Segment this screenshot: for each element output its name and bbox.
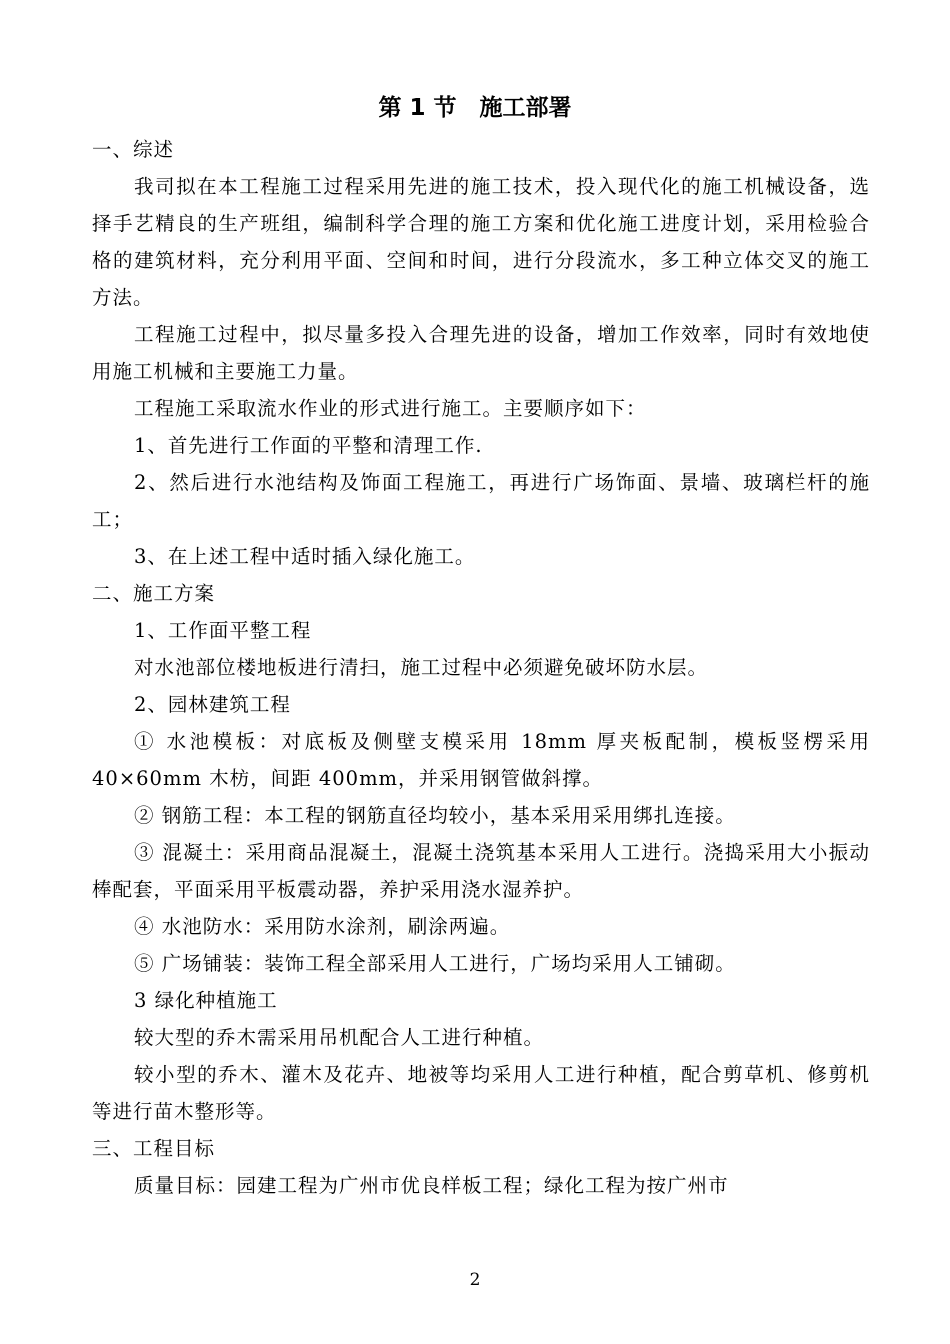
heading-project-goals: 三、工程目标 [92, 1137, 216, 1160]
item-rebar-work: ② 钢筋工程：本工程的钢筋直径均较小，基本采用采用绑扎连接。 [134, 804, 736, 827]
paragraph-large-trees: 较大型的乔木需采用吊机配合人工进行种植。 [134, 1026, 545, 1049]
subheading-landscape-building: 2、园林建筑工程 [134, 693, 291, 716]
paragraph-sequence-intro: 工程施工采取流水作业的形式进行施工。主要顺序如下： [134, 397, 647, 420]
heading-overview: 一、综述 [92, 138, 175, 161]
sequence-item-1: 1、首先进行工作面的平整和清理工作. [134, 434, 483, 457]
subheading-site-leveling: 1、工作面平整工程 [134, 619, 312, 642]
paragraph-site-leveling: 对水池部位楼地板进行清扫，施工过程中必须避免破坏防水层。 [134, 656, 709, 679]
paragraph-overview-2: 工程施工过程中，拟尽量多投入合理先进的设备，增加工作效率，同时有效地使用施工机械和主要施工力量。 [92, 323, 870, 383]
page-number: 2 [469, 1270, 481, 1290]
paragraph-overview-1: 我司拟在本工程施工过程采用先进的施工技术，投入现代化的施工机械设备，选择手艺精良的生产班组，编制科学合理的施工方案和优化施工进度计划，采用检验合格的建筑材料，充分利用平面、空间和时间，进行分段流水，多工种立体交叉的施工方法。 [92, 175, 870, 309]
sequence-item-3: 3、在上述工程中适时插入绿化施工。 [134, 545, 476, 568]
heading-construction-plan: 二、施工方案 [92, 582, 216, 605]
section-title: 第 1 节 施工部署 [378, 95, 572, 121]
item-pool-formwork: ① 水池模板：对底板及侧壁支模采用 18mm 厚夹板配制，模板竖楞采用 40×60mm 木枋，间距 400mm，并采用钢管做斜撑。 [92, 730, 870, 790]
sequence-item-2: 2、然后进行水池结构及饰面工程施工，再进行广场饰面、景墙、玻璃栏杆的施工； [92, 471, 870, 531]
subheading-planting: 3 绿化种植施工 [134, 989, 278, 1012]
item-pool-waterproofing: ④ 水池防水：采用防水涂剂，刷涂两遍。 [134, 915, 511, 938]
document-body [92, 131, 870, 1204]
item-concrete: ③ 混凝土：采用商品混凝土，混凝土浇筑基本采用人工进行。浇捣采用大小振动棒配套，平面采用平板震动器，养护采用浇水湿养护。 [92, 841, 870, 901]
paragraph-small-plants: 较小型的乔木、灌木及花卉、地被等均采用人工进行种植，配合剪草机、修剪机等进行苗木整形等。 [92, 1063, 870, 1123]
item-plaza-paving: ⑤ 广场铺装：装饰工程全部采用人工进行，广场均采用人工铺砌。 [134, 952, 736, 975]
paragraph-quality-goal: 质量目标：园建工程为广州市优良样板工程；绿化工程为按广州市 [134, 1174, 729, 1197]
